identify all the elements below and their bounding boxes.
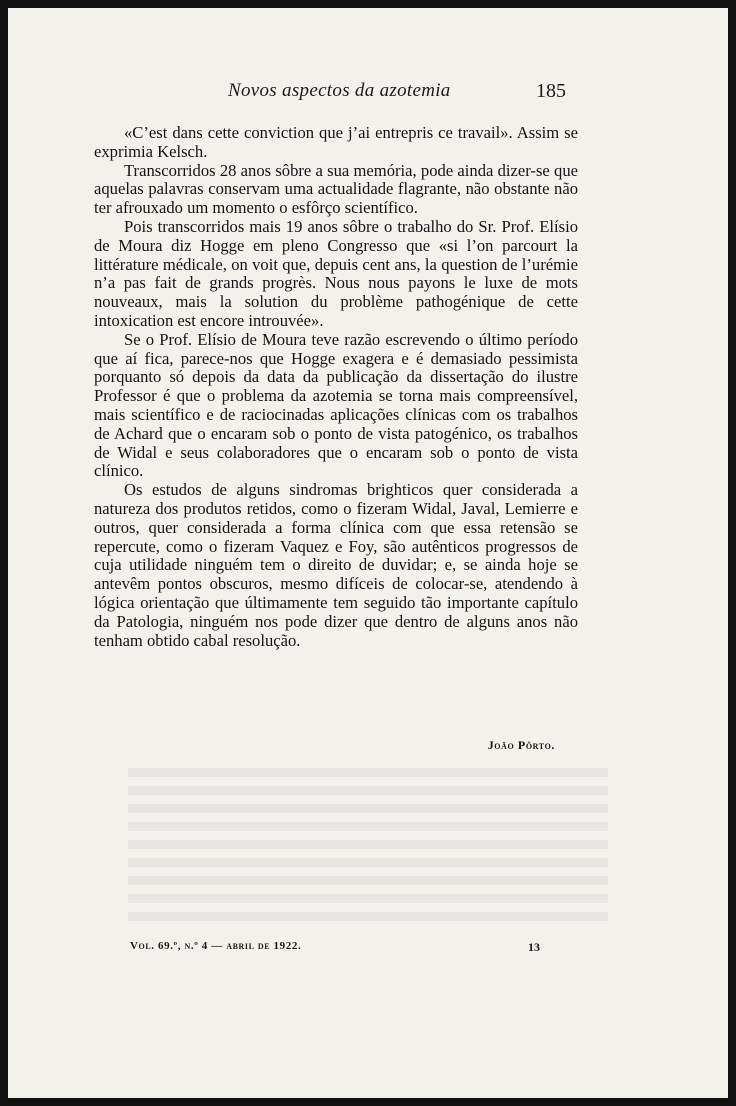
paragraph: Os estudos de alguns sindromas brighticos quer considerada a natureza dos produtos retidos, como o fizeram Widal, Javal, Lemierre e outros, quer considerada a forma clínica com que essa retensão se repercute, como o fizeram Vaquez e Foy, são autênticos progressos de cuja utilidade ninguém tem o direito de duvidar; e, se ainda hoje se antevêm pontos obscuros, mesmo difíceis de colocar-se, atendendo à lógica orientação que últimamente tem seguido tão importante capítulo da Patologia, ninguém nos pode dizer que dentro de alguns anos não tenham obtido cabal resolução. [94, 480, 578, 650]
paragraph: Se o Prof. Elísio de Moura teve razão escrevendo o último período que aí fica, parece-nos que Hogge exagera e é demasiado pessimista porquanto só depois da data da publicação da dissertação do ilustre Professor é que o problema da azotemia se torna mais compreensível, mais scientífico e de raciocinadas aplicações clínicas com os trabalhos de Achard que o encaram sob o ponto de vista patogénico, os trabalhos de Widal e seus colaboradores que o encaram sob o ponto de vista clínico. [94, 329, 578, 481]
paragraph: Transcorridos 28 anos sôbre a sua memória, pode ainda dizer-se que aquelas palavras conservam uma actualidade flagrante, não obstante não ter afrouxado um momento o esfôrço scientífico. [94, 160, 578, 218]
sheet-number: 13 [528, 940, 540, 954]
author-signature: João Pôrto. [487, 738, 555, 752]
paragraph: «C’est dans cette conviction que j’ai entrepris ce travail». Assim se exprimia Kelsch. [94, 123, 578, 161]
running-title: Novos aspectos da azotemia [228, 80, 451, 101]
paragraph: Pois transcorridos mais 19 anos sôbre o trabalho do Sr. Prof. Elísio de Moura diz Hogge em pleno Congresso que «si l’on parcourt la littérature médicale, on voit que, depuis cent ans, la question de l’urémie n’a pas fait de grands progrès. Nous nous payons le luxe de mots nouveaux, mais la solution du problème pathogénique de cette intoxication est encore introuvée». [94, 216, 578, 330]
reverse-side-show-through [128, 768, 608, 928]
page-footer [8, 940, 728, 960]
article-body [94, 124, 578, 650]
document-page [8, 8, 728, 1098]
issue-line: Vol. 69.º, n.º 4 — abril de 1922. [130, 940, 302, 952]
page-number: 185 [536, 80, 566, 102]
page-header [8, 80, 728, 104]
